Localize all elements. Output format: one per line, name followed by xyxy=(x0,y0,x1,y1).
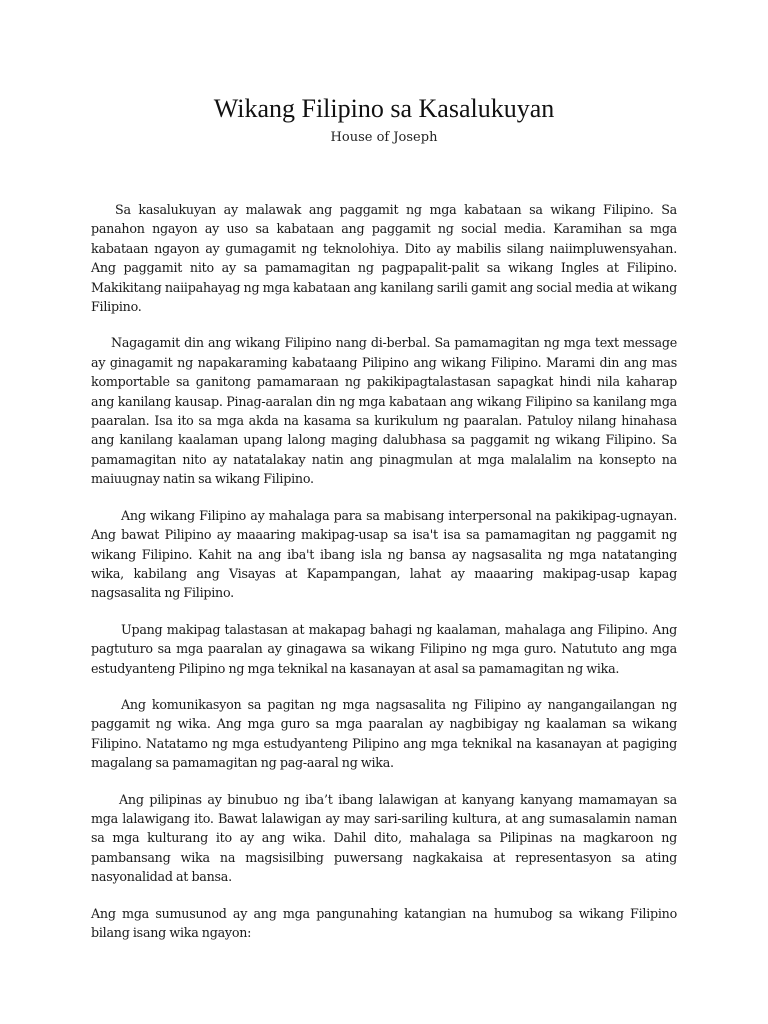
paragraph-7: Ang mga sumusunod ay ang mga pangunahing katangian na humubog sa wikang Filipino bilang isang wika ngayon: xyxy=(91,905,677,940)
paragraph-3: Ang wikang Filipino ay mahalaga para sa mabisang interpersonal na pakikipag-ugnayan. Ang bawat Pilipino ay maaaring makipag-usap sa isa't isa sa pamamagitan ng paggamit ng wikang Filipino. Kahit na ang iba't ibang isla ng bansa ay nagsasalita ng mga natatanging wika, kabilang ang Visayas at Kapampangan, lahat ay maaaring makipag-usap kapag nagsasalita ng Filipino. xyxy=(91,507,677,601)
document-title: Wikang Filipino sa Kasalukuyan xyxy=(213,94,555,123)
paragraph-1: Sa kasalukuyan ay malawak ang paggamit ng mga kabataan sa wikang Filipino. Sa panahon ngayon ay uso sa kabataan ang paggamit ng social media. Karamihan sa mga kabataan ngayon ay gumagamit ng teknolohiya. Dito ay mabilis silang naiimpluwensyahan. Ang paggamit nito ay sa pamamagitan ng pagpapalit-palit sa wikang Ingles at Filipino. Makikitang naiipahayag ng mga kabataan ang kanilang sarili gamit ang social media at wikang Filipino. xyxy=(91,202,677,315)
document-body xyxy=(91,200,677,942)
paragraph-6: Ang pilipinas ay binubuo ng iba’t ibang lalawigan at kanyang kanyang mamamayan sa mga lalawigang ito. Bawat lalawigan ay may sari-sariling kultura, at ang sumasalamin naman sa mga kulturang ito ay ang wika. Dahil dito, mahalaga sa Pilipinas na magkaroon ng pambansang wika na magsisilbing puwersang nagkakaisa at representasyon sa ating nasyonalidad at bansa. xyxy=(91,791,677,885)
document-author: House of Joseph xyxy=(330,130,438,145)
paragraph-5: Ang komunikasyon sa pagitan ng mga nagsasalita ng Filipino ay nangangailangan ng paggamit ng wika. Ang mga guro sa mga paaralan ay nagbibigay ng kaalaman sa wikang Filipino. Natatamo ng mga estudyanteng Pilipino ang mga teknikal na kasanayan at pagiging magalang sa pamamagitan ng pag-aaral ng wika. xyxy=(91,696,677,771)
document-page xyxy=(91,0,677,959)
paragraph-2: Nagagamit din ang wikang Filipino nang di-berbal. Sa pamamagitan ng mga text message ay ginagamit ng napakaraming kabataang Pilipino ang wikang Filipino. Marami din ang mas komportable sa ganitong pamamaraan ng pakikipagtalastasan sapagkat hindi nila kaharap ang kanilang kausap. Pinag-aaralan din ng mga kabataan ang wikang Filipino sa kanilang mga paaralan. Isa ito sa mga akda na kasama sa kurikulum ng paaralan. Patuloy nilang hinahasa ang kanilang kaalaman upang lalong maging dalubhasa sa paggamit ng wikang Filipino. Sa pamamagitan nito ay natatalakay natin ang pinagmulan at mga malalalim na konsepto na maiuugnay natin sa wikang Filipino. xyxy=(91,335,677,487)
paragraph-4: Upang makipag talastasan at makapag bahagi ng kaalaman, mahalaga ang Filipino. Ang pagtuturo sa mga paaralan ay ginagawa sa wikang Filipino ng mga guro. Natututo ang mga estudyanteng Pilipino ng mga teknikal na kasanayan at asal sa pamamagitan ng wika. xyxy=(91,621,677,676)
